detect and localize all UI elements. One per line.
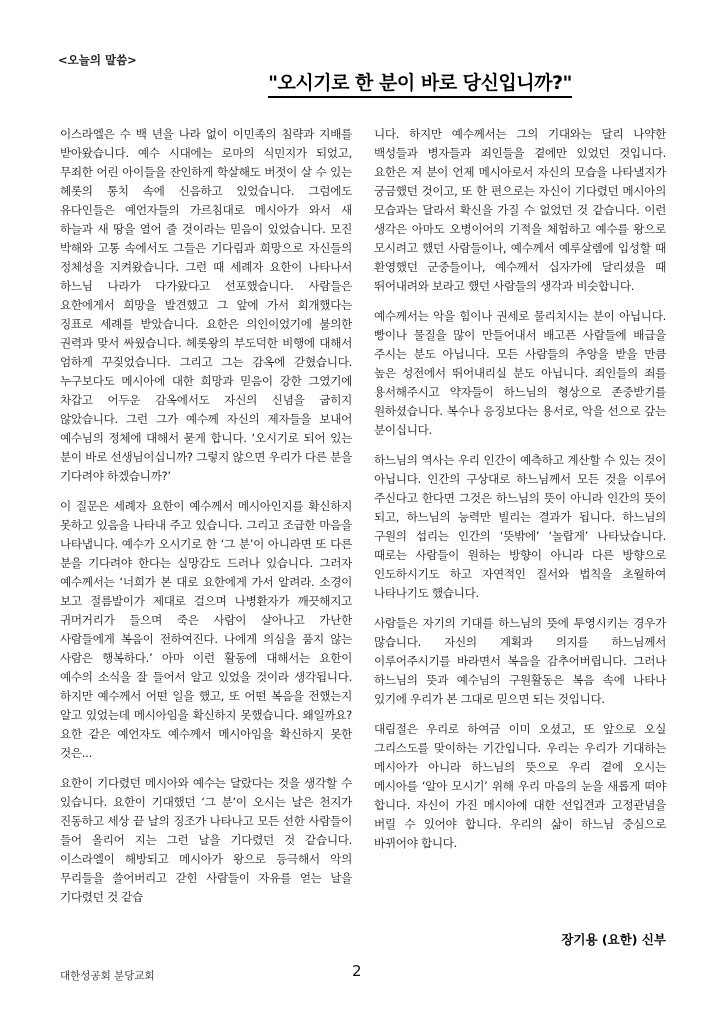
- left-column: [60, 125, 352, 918]
- section-tag: <오늘의 말씀>: [58, 53, 137, 67]
- paragraph: 하느님의 역사는 우리 인간이 예측하고 계산할 수 있는 것이 아닙니다. 인간의 구상대로 하느님께서 모든 것을 이루어 주신다고 한다면 그것은 하느님의 뜻이 아니라 인간의 뜻이 되고, 하느님의 능력만 빌리는 결과가 됩니다. 하느님의 구원의 섭리는 인간의 ‘뜻밖에’ ‘놀랍게’ 나타났습니다. 때로는 사람들이 원하는 방향이 아니라 다른 방향으로 인도하시기도 하고 자연적인 질서와 법칙을 초월하여 나타나기도 했습니다.: [374, 453, 666, 600]
- footer-church-name: 대한성공회 분당교회: [60, 970, 155, 982]
- right-column: [374, 125, 666, 864]
- paragraph: 이 질문은 세례자 요한이 예수께서 메시아인지를 확신하지 못하고 있음을 나타내 주고 있습니다. 그리고 조급한 마음을 나타냅니다. 예수가 오시기로 한 ‘그 분’이 아니라면 또 다른 분을 기다려야 한다는 실망감도 드러나 있습니다. 그러자 예수께서는 ‘너희가 본 대로 요한에게 가서 알려라. 소경이 보고 절름발이가 제대로 걸으며 나병환자가 깨끗해지고 귀머거리가 들으며 죽은 사람이 살아나고 가난한 사람들에게 복음이 전하여진다. 나에게 의심을 품지 않는 사람은 행복하다.’ 아마 이런 활동에 대해서는 요한이 예수의 소식을 잘 들어서 알고 있었을 것이라 생각됩니다. 하지만 예수께서 어떤 일을 했고, 또 어떤 복음을 전했는지 알고 있었는데 메시아임을 확신하지 못했습니다. 왜일까요? 요한 같은 예언자도 예수께서 메시아임을 확신하지 못한 것은...: [60, 499, 352, 760]
- page-number: 2: [352, 962, 362, 980]
- sermon-title: [0, 68, 720, 95]
- paragraph: 요한이 기다렸던 메시아와 예수는 달랐다는 것을 생각할 수 있습니다. 요한이 기대했던 ‘그 분’이 오시는 날은 천지가 진동하고 세상 끝 날의 징조가 나타나고 모든 선한 사람들이 들어 올리어 지는 그런 날을 기다렸던 것 같습니다. 이스라엘이 해방되고 메시아가 왕으로 등극해서 악의 무리들을 쓸어버리고 갇힌 사람들이 자유를 얻는 날을 기다렸던 것 같습: [60, 776, 352, 904]
- paragraph: 니다. 하지만 예수께서는 그의 기대와는 달리 나약한 백성들과 병자들과 죄인들을 곁에만 있었던 것입니다. 요한은 저 분이 언제 메시아로서 자신의 모습을 나타낼지가 궁금했던 것이고, 또 한 편으로는 자신이 기다렸던 메시아의 모습과는 달라서 확신을 가질 수 없었던 것 같습니다. 이런 생각은 아마도 오병이어의 기적을 체험하고 예수를 왕으로 모시려고 했던 사람들이나, 예수께서 예루살렘에 입성할 때 환영했던 군중들이나, 예수께서 십자가에 달리셨을 때 뛰어내려와 보라고 했던 사람들의 생각과 비슷합니다.: [374, 127, 666, 293]
- paragraph: 예수께서는 악을 힘이나 권세로 물리치시는 분이 아닙니다. 빵이나 물질을 많이 만들어내서 배고픈 사람들에 배급을 주시는 분도 아닙니다. 모든 사람들의 추앙을 받을 만큼 높은 성전에서 뛰어내리실 분도 아닙니다. 죄인들의 죄를 용서해주시고 약자들이 하느님의 형상으로 존중받기를 원하셨습니다. 복수나 응징보다는 용서로, 악을 선으로 갚는 분이십니다.: [374, 309, 666, 437]
- paragraph: 이스라엘은 수 백 년을 나라 없이 이민족의 침략과 지배를 받아왔습니다. 예수 시대에는 로마의 식민지가 되었고, 무죄한 어린 아이들을 잔인하게 학살해도 버젓이 살 수 있는 헤롯의 통치 속에 신음하고 있었습니다. 그럼에도 유다인들은 예언자들의 가르침대로 메시아가 와서 새 하늘과 새 땅을 열어 줄 것이라는 믿음이 있었습니다. 모진 박해와 고통 속에서도 그들은 기다림과 희망으로 자신들의 정체성을 지켜왔습니다. 그런 때 세례자 요한이 나타나서 하느님 나라가 다가왔다고 선포했습니다. 사람들은 요한에게서 희망을 발견했고 그 앞에 가서 회개했다는 징표로 세례를 받았습니다. 요한은 의인이었기에 불의한 권력과 맞서 싸웠습니다. 헤롯왕의 부도덕한 비행에 대해서 엄하게 꾸짖었습니다. 그리고 그는 감옥에 갇혔습니다. 누구보다도 메시아에 대한 희망과 믿음이 강한 그였기에 차갑고 어두운 감옥에서도 자신의 신념을 굽히지 않았습니다. 그런 그가 예수께 자신의 제자들을 보내어 예수님의 정체에 대해서 묻게 합니다. ‘오시기로 되어 있는 분이 바로 선생님이십니까? 그렇지 않으면 우리가 다른 분을 기다려야 하겠습니까?’: [60, 127, 352, 483]
- paragraph: 사람들은 자기의 기대를 하느님의 뜻에 투영시키는 경우가 많습니다. 자신의 계획과 의지를 하느님께서 이루어주시기를 바라면서 복음을 감추어버립니다. 그러나 하느님의 뜻과 예수님의 구원활동은 복음 속에 나타나 있기에 우리가 본 그대로 믿으면 되는 것입니다.: [374, 616, 666, 706]
- author-signature: 장기용 (요한) 신부: [561, 932, 666, 947]
- sermon-title-text: "오시기로 한 분이 바로 당신입니까?": [268, 72, 572, 98]
- paragraph: 대림절은 우리로 하여금 이미 오셨고, 또 앞으로 오실 그리스도를 맞이하는 기간입니다. 우리는 우리가 기대하는 메시아가 아니라 하느님의 뜻으로 우리 곁에 오시는 메시아를 ‘알아 모시기’ 위해 우리 마음의 눈을 새롭게 떠야 합니다. 자신이 가진 메시아에 대한 선입견과 고정관념을 버릴 수 있어야 합니다. 우리의 삶이 하느님 중심으로 바뀌어야 합니다.: [374, 722, 666, 850]
